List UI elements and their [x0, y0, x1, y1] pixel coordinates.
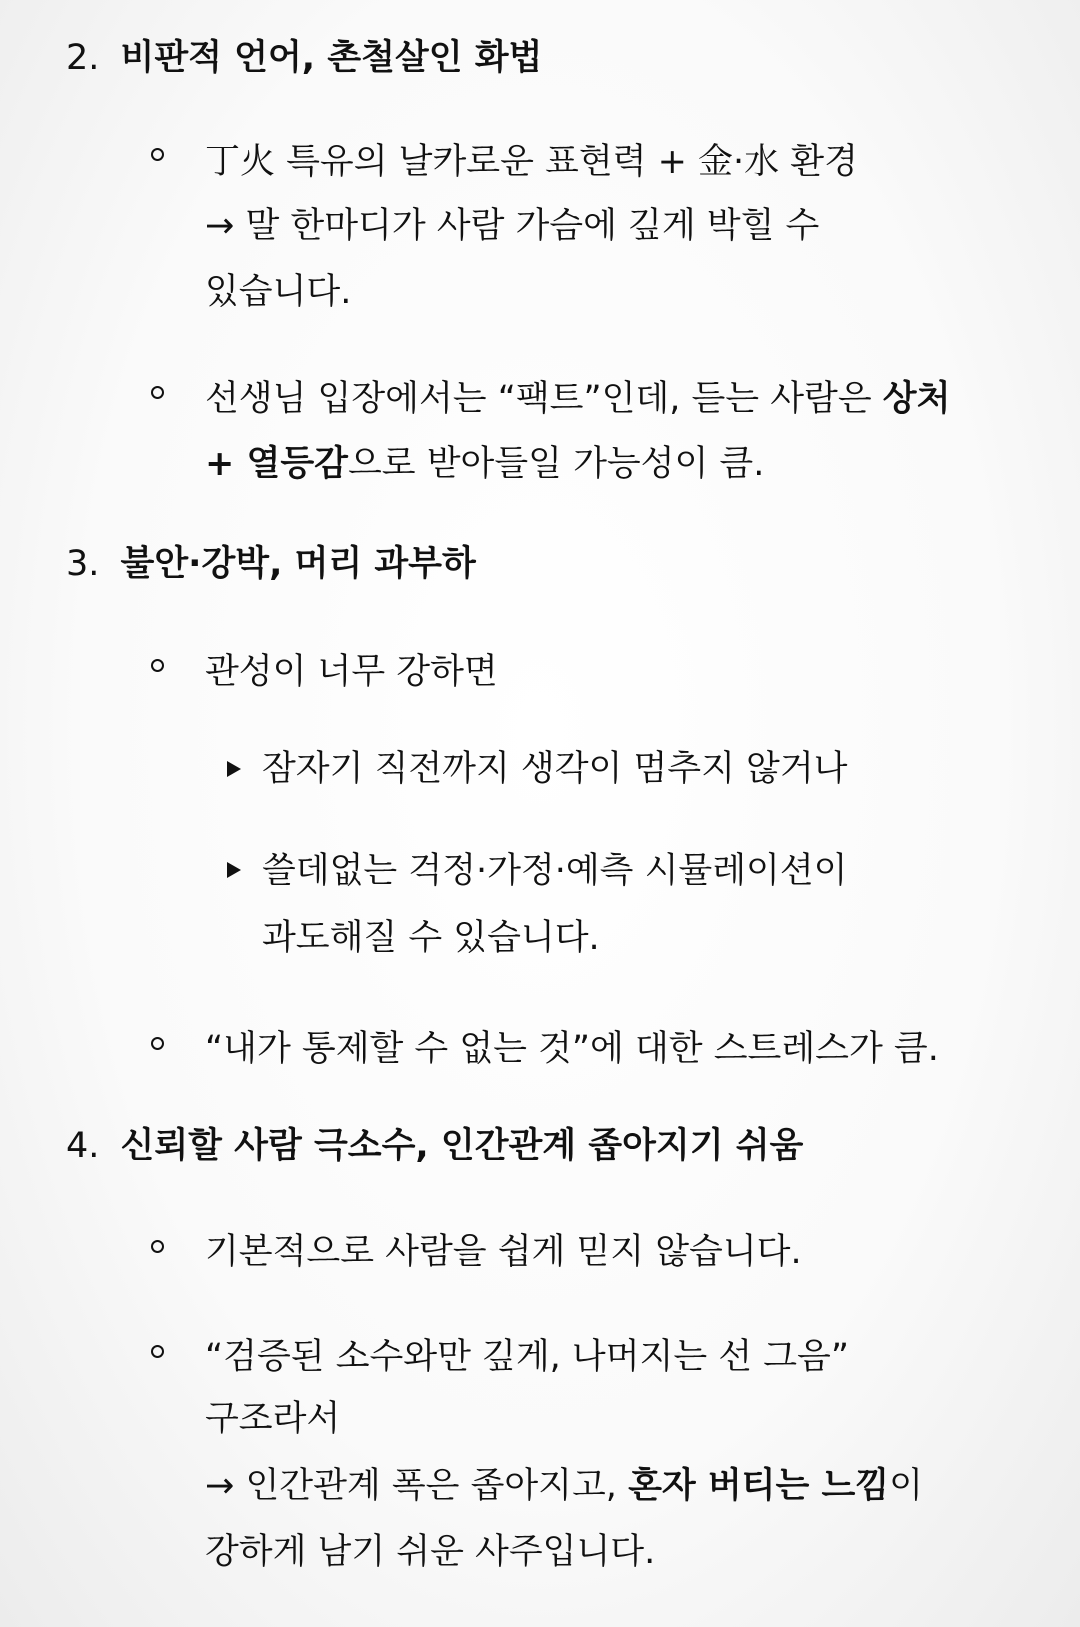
- section-number: 3.: [66, 544, 100, 584]
- triangle-bullet-icon: [227, 761, 241, 777]
- section-title: 신뢰할 사람 극소수, 인간관계 좁아지기 쉬움: [120, 1126, 804, 1166]
- section-title: 비판적 언어, 촌철살인 화법: [120, 38, 543, 78]
- list-item-line: 관성이 너무 강하면: [205, 652, 498, 692]
- list-item-line: 강하게 남기 쉬운 사주입니다.: [205, 1532, 656, 1572]
- list-item-line: [205, 1460, 923, 1512]
- item-text: → 인간관계 폭은 좁아지고,: [205, 1466, 629, 1506]
- sub-item-line: 과도해질 수 있습니다.: [262, 918, 600, 958]
- item-text: 으로 받아들일 가능성이 큼.: [347, 444, 765, 484]
- section-number: 2.: [66, 38, 100, 78]
- list-item-line: → 말 한마디가 사람 가슴에 깊게 박힐 수: [205, 206, 820, 246]
- bullet-circle-icon: [151, 1037, 164, 1050]
- list-item-line: 구조라서: [205, 1399, 341, 1439]
- list-item-line: 丁火 특유의 날카로운 표현력 + 金·水 환경: [205, 142, 858, 182]
- item-text: 선생님 입장에서는 “팩트”인데, 듣는 사람은: [205, 379, 883, 419]
- section-heading: [66, 538, 476, 590]
- section-number: 4.: [66, 1126, 100, 1166]
- item-bold-text: 혼자 버티는 느낌: [628, 1466, 890, 1506]
- bullet-circle-icon: [151, 659, 164, 672]
- list-item-line: 기본적으로 사람을 쉽게 믿지 않습니다.: [205, 1232, 802, 1272]
- list-item-line: [205, 438, 764, 490]
- bullet-circle-icon: [151, 1240, 164, 1253]
- list-item-line: “검증된 소수와만 깊게, 나머지는 선 그음”: [205, 1337, 849, 1377]
- item-text: 이: [889, 1466, 923, 1506]
- item-bold-text: + 열등감: [205, 444, 348, 484]
- section-heading: [66, 32, 542, 84]
- list-item-line: 있습니다.: [205, 272, 352, 312]
- list-item-line: “내가 통제할 수 없는 것”에 대한 스트레스가 큼.: [205, 1029, 939, 1069]
- list-item-line: [205, 373, 950, 425]
- section-heading: [66, 1120, 803, 1172]
- bullet-circle-icon: [151, 148, 164, 161]
- sub-item-line: 쓸데없는 걱정·가정·예측 시뮬레이션이: [262, 851, 848, 891]
- triangle-bullet-icon: [227, 862, 241, 878]
- section-title: 불안·강박, 머리 과부하: [120, 544, 476, 584]
- bullet-circle-icon: [151, 1345, 164, 1358]
- bullet-circle-icon: [151, 386, 164, 399]
- sub-item-line: 잠자기 직전까지 생각이 멈추지 않거나: [262, 749, 848, 789]
- item-bold-text: 상처: [882, 379, 951, 419]
